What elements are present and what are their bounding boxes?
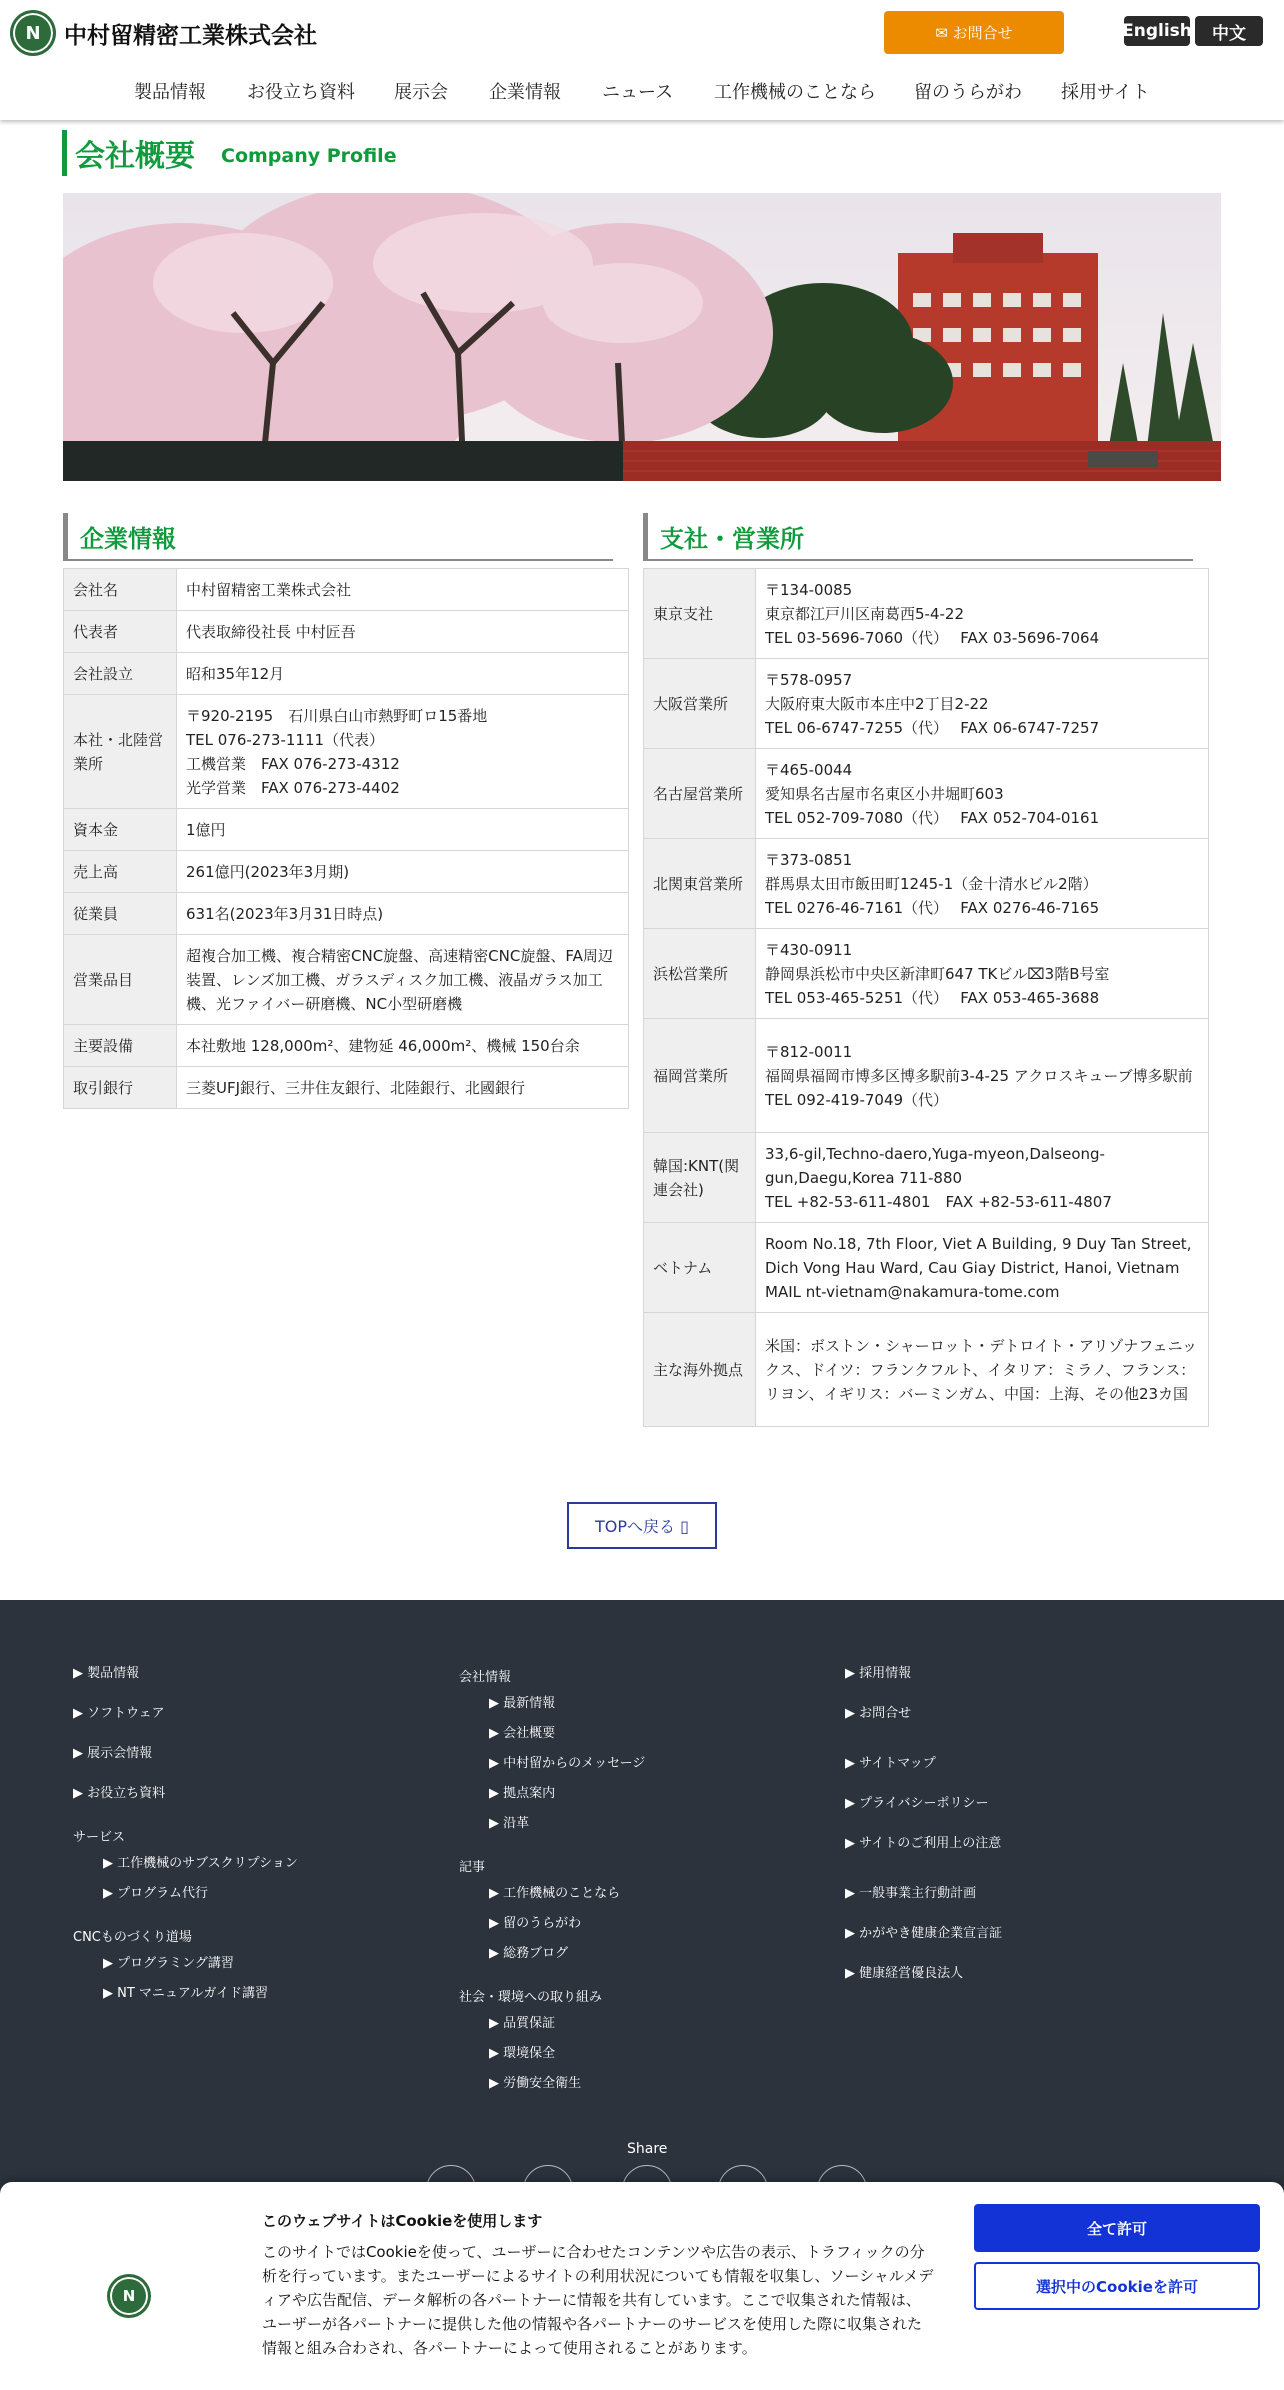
table-row — [64, 809, 629, 851]
value-line: 代表取締役社長 中村匠吾 — [186, 622, 356, 641]
site-header — [0, 0, 1284, 120]
row-value — [756, 929, 1209, 1019]
row-label: 営業品目 — [64, 935, 177, 1025]
value-line: 〒578-0957 — [765, 670, 853, 689]
row-value — [177, 1025, 629, 1067]
row-value — [756, 749, 1209, 839]
row-label: 主要設備 — [64, 1025, 177, 1067]
value-line: 東京都江戸川区南葛西5-4-22 — [765, 604, 965, 623]
table-row — [644, 839, 1209, 929]
value-line: 群馬県太田市飯田町1245-1（金十清水ビル2階） — [765, 874, 1098, 893]
row-value — [756, 1133, 1209, 1223]
value-line: 超複合加工機、複合精密CNC旋盤、高速精密CNC旋盤、FA周辺装置、レンズ加工機、ガラスディスク加工機、液晶ガラス加工機、光ファイバー研磨機、NC小型研磨機 — [186, 946, 613, 1013]
logo-mark-icon: N — [10, 10, 56, 56]
footer-link-machine-tools[interactable]: ▶ 工作機械のことなら — [489, 1886, 621, 1901]
row-label: 北関東営業所 — [644, 839, 756, 929]
value-line: TEL 053-465-5251（代） FAX 053-465-3688 — [765, 988, 1100, 1007]
nav-item-company[interactable]: 企業情報 — [489, 82, 561, 103]
value-line: 大阪府東大阪市本庄中2丁目2-22 — [765, 694, 989, 713]
value-line: 静岡県浜松市中央区新津町647 TKビル⌧3階B号室 — [765, 964, 1110, 983]
value-line: 〒812-0011 — [765, 1042, 853, 1061]
value-line: 中村留精密工業株式会社 — [186, 580, 352, 599]
footer-link-environment[interactable]: ▶ 環境保全 — [489, 2046, 556, 2061]
value-line: TEL 052-709-7080（代） FAX 052-704-0161 — [765, 808, 1100, 827]
page-title — [62, 130, 397, 176]
value-line: 福岡県福岡市博多区博多駅前3-4-25 アクロスキューブ博多駅前 — [765, 1066, 1193, 1085]
value-line: 〒430-0911 — [765, 940, 853, 959]
contact-button[interactable]: ✉ お問合せ — [884, 11, 1064, 54]
table-row — [64, 1067, 629, 1109]
value-line: 〒373-0851 — [765, 850, 853, 869]
footer-link-quality[interactable]: ▶ 品質保証 — [489, 2016, 556, 2031]
footer-category-company: 会社情報 — [459, 1670, 512, 1685]
footer-link-behind-scenes[interactable]: ▶ 留のうらがわ — [489, 1916, 582, 1931]
table-row — [64, 935, 629, 1025]
footer-category-cnc-dojo: CNCものづくり道場 — [73, 1930, 192, 1945]
nav-item-news[interactable]: ニュース — [602, 82, 674, 103]
back-to-top-button[interactable]: TOPへ戻る ▯ — [567, 1502, 717, 1549]
cookie-text: このサイトではCookieを使って、ユーザーに合わせたコンテンツや広告の表示、トラフィックの分析を行っています。またユーザーによるサイトの利用状況についても情報を収集し、ソーシャルメディアや広告配信、データ解析の各パートナーに情報を共有しています。ここで収集された情報は、ユーザーが各パートナーに提供した他の情報や各パートナーのサービスを使用した際に収集された情報と組み合わされ、各パートナーによって使用されることがあります。 — [262, 2243, 934, 2357]
footer-link-products[interactable]: ▶ 製品情報 — [73, 1666, 140, 1681]
row-value — [177, 893, 629, 935]
nav-item-machine-tools[interactable]: 工作機械のことなら — [714, 82, 876, 103]
footer-category-service: サービス — [73, 1830, 126, 1845]
value-line: 工機営業 FAX 076-273-4312 — [186, 754, 400, 773]
row-value — [177, 695, 629, 809]
footer-link-sitemap[interactable]: ▶ サイトマップ — [845, 1756, 936, 1771]
value-line: TEL 0276-46-7161（代） FAX 0276-46-7165 — [765, 898, 1100, 917]
footer-link-software[interactable]: ▶ ソフトウェア — [73, 1706, 165, 1721]
value-line: 261億円(2023年3月期) — [186, 862, 350, 881]
accept-all-cookies-button[interactable]: 全て許可 — [974, 2204, 1260, 2252]
footer-link-recruit[interactable]: ▶ 採用情報 — [845, 1666, 912, 1681]
footer-link-admin-blog[interactable]: ▶ 総務ブログ — [489, 1946, 569, 1961]
footer-link-privacy[interactable]: ▶ プライバシーポリシー — [845, 1796, 989, 1811]
row-label: 代表者 — [64, 611, 177, 653]
row-label: 会社設立 — [64, 653, 177, 695]
value-line: Room No.18, 7th Floor, Viet A Building, 9 Duy Tan Street, Dich Vong Hau Ward, Cau Giay District, Hanoi, Vietnam — [765, 1234, 1192, 1277]
value-line: TEL +82-53-611-4801 FAX +82-53-611-4807 — [765, 1192, 1112, 1211]
table-row — [644, 659, 1209, 749]
company-name: 中村留精密工業株式会社 — [64, 22, 317, 49]
row-value — [177, 611, 629, 653]
footer-link-company-profile[interactable]: ▶ 会社概要 — [489, 1726, 556, 1741]
row-label: 福岡営業所 — [644, 1019, 756, 1133]
value-line: 米国：ボストン・シャーロット・デトロイト・アリゾナフェニックス、ドイツ：フランクフルト、イタリア：ミラノ、フランス：リヨン、イギリス：バーミンガム、中国：上海、その他23カ国 — [765, 1336, 1198, 1403]
row-value — [177, 809, 629, 851]
table-row — [64, 1025, 629, 1067]
row-value — [177, 653, 629, 695]
row-label: 名古屋営業所 — [644, 749, 756, 839]
footer-link-safety[interactable]: ▶ 労働安全衛生 — [489, 2076, 582, 2091]
hero-image-cherry-blossoms-building — [63, 193, 1221, 481]
footer-link-resources[interactable]: ▶ お役立ち資料 — [73, 1786, 166, 1801]
footer-link-subscription[interactable]: ▶ 工作機械のサブスクリプション — [103, 1856, 298, 1871]
footer-link-message[interactable]: ▶ 中村留からのメッセージ — [489, 1756, 646, 1771]
row-value — [177, 569, 629, 611]
table-row — [64, 893, 629, 935]
share-label: Share — [627, 2141, 668, 2157]
row-label: 本社・北陸営業所 — [64, 695, 177, 809]
nav-item-exhibitions[interactable]: 展示会 — [394, 82, 448, 103]
row-value — [756, 659, 1209, 749]
nav-item-resources[interactable]: お役立ち資料 — [247, 82, 355, 103]
company-info-table — [63, 568, 629, 1109]
value-line: 631名(2023年3月31日時点) — [186, 904, 384, 923]
table-row — [644, 1313, 1209, 1427]
main-nav — [0, 78, 1284, 112]
row-label: 資本金 — [64, 809, 177, 851]
value-line: 〒920-2195 石川県白山市熱野町ロ15番地 — [186, 706, 488, 725]
value-line: 昭和35年12月 — [186, 664, 285, 683]
row-value — [177, 851, 629, 893]
footer-link-health-declaration[interactable]: ▶ かがやき健康企業宣言証 — [845, 1926, 1003, 1941]
value-line: 光学営業 FAX 076-273-4402 — [186, 778, 400, 797]
offices-table — [643, 568, 1209, 1427]
value-line: 愛知県名古屋市名東区小井堀町603 — [765, 784, 1004, 803]
row-label: 取引銀行 — [64, 1067, 177, 1109]
value-line: 33,6-gil,Techno-daero,Yuga-myeon,Dalseong-gun,Daegu,Korea 711-880 — [765, 1144, 1105, 1187]
row-label: 韓国:KNT(関連会社) — [644, 1133, 756, 1223]
table-row — [644, 569, 1209, 659]
footer-link-action-plan[interactable]: ▶ 一般事業主行動計画 — [845, 1886, 977, 1901]
row-value — [756, 1313, 1209, 1427]
footer-link-locations[interactable]: ▶ 拠点案内 — [489, 1786, 556, 1801]
table-row — [64, 569, 629, 611]
row-label: 東京支社 — [644, 569, 756, 659]
logo-mark-icon: N — [107, 2274, 151, 2318]
row-value — [756, 1223, 1209, 1313]
table-row — [644, 1223, 1209, 1313]
value-line: 1億円 — [186, 820, 226, 839]
footer-link-health-management[interactable]: ▶ 健康経営優良法人 — [845, 1966, 964, 1981]
cookie-title: このウェブサイトはCookieを使用します — [262, 2212, 543, 2230]
footer-link-programming-course[interactable]: ▶ プログラミング講習 — [103, 1956, 234, 1971]
row-label: 主な海外拠点 — [644, 1313, 756, 1427]
value-line: TEL 03-5696-7060（代） FAX 03-5696-7064 — [765, 628, 1100, 647]
row-value — [177, 1067, 629, 1109]
table-row — [64, 653, 629, 695]
page-title-jp: 会社概要 — [75, 139, 195, 174]
footer-link-exhibitions[interactable]: ▶ 展示会情報 — [73, 1746, 153, 1761]
lang-english-button[interactable]: English — [1124, 16, 1190, 46]
table-row — [644, 1133, 1209, 1223]
row-label: 従業員 — [64, 893, 177, 935]
table-row — [64, 851, 629, 893]
row-label: 売上高 — [64, 851, 177, 893]
nav-item-behind-scenes[interactable]: 留のうらがわ — [914, 82, 1022, 103]
value-line: TEL 06-6747-7255（代） FAX 06-6747-7257 — [765, 718, 1100, 737]
page-title-en: Company Profile — [221, 145, 397, 167]
table-row — [64, 695, 629, 809]
table-row — [644, 749, 1209, 839]
value-line: TEL 092-419-7049（代） — [765, 1090, 949, 1109]
value-line: 本社敷地 128,000m²、建物延 46,000m²、機械 150台余 — [186, 1036, 580, 1055]
row-value — [177, 935, 629, 1025]
footer-link-contact[interactable]: ▶ お問合せ — [845, 1706, 912, 1721]
company-logo[interactable] — [10, 10, 317, 56]
cookie-banner — [0, 2182, 1284, 2390]
value-line: MAIL nt-vietnam@nakamura-tome.com — [765, 1282, 1060, 1301]
row-label: ベトナム — [644, 1223, 756, 1313]
footer-link-history[interactable]: ▶ 沿革 — [489, 1816, 530, 1831]
footer-link-manual-guide-course[interactable]: ▶ NT マニュアルガイド講習 — [103, 1986, 269, 2001]
row-label: 大阪営業所 — [644, 659, 756, 749]
footer-link-program-service[interactable]: ▶ プログラム代行 — [103, 1886, 208, 1901]
row-label: 会社名 — [64, 569, 177, 611]
nav-item-recruit[interactable]: 採用サイト — [1061, 82, 1150, 103]
footer-link-terms[interactable]: ▶ サイトのご利用上の注意 — [845, 1836, 1002, 1851]
footer-category-society: 社会・環境への取り組み — [459, 1990, 603, 2005]
row-value — [756, 569, 1209, 659]
accept-selected-cookies-button[interactable]: 選択中のCookieを許可 — [974, 2262, 1260, 2310]
row-value — [756, 1019, 1209, 1133]
table-row — [64, 611, 629, 653]
nav-item-products[interactable]: 製品情報 — [134, 82, 206, 103]
offices-heading: 支社・営業所 — [643, 513, 1193, 559]
value-line: 三菱UFJ銀行、三井住友銀行、北陸銀行、北國銀行 — [186, 1078, 526, 1097]
footer-link-latest[interactable]: ▶ 最新情報 — [489, 1696, 556, 1711]
row-value — [756, 839, 1209, 929]
row-label: 浜松営業所 — [644, 929, 756, 1019]
lang-chinese-button[interactable]: 中文 — [1195, 16, 1263, 46]
value-line: 〒465-0044 — [765, 760, 853, 779]
footer-category-articles: 記事 — [459, 1860, 486, 1875]
company-info-heading: 企業情報 — [63, 513, 613, 559]
table-row — [644, 1019, 1209, 1133]
value-line: 〒134-0085 — [765, 580, 853, 599]
value-line: TEL 076-273-1111（代表） — [186, 730, 385, 749]
table-row — [644, 929, 1209, 1019]
